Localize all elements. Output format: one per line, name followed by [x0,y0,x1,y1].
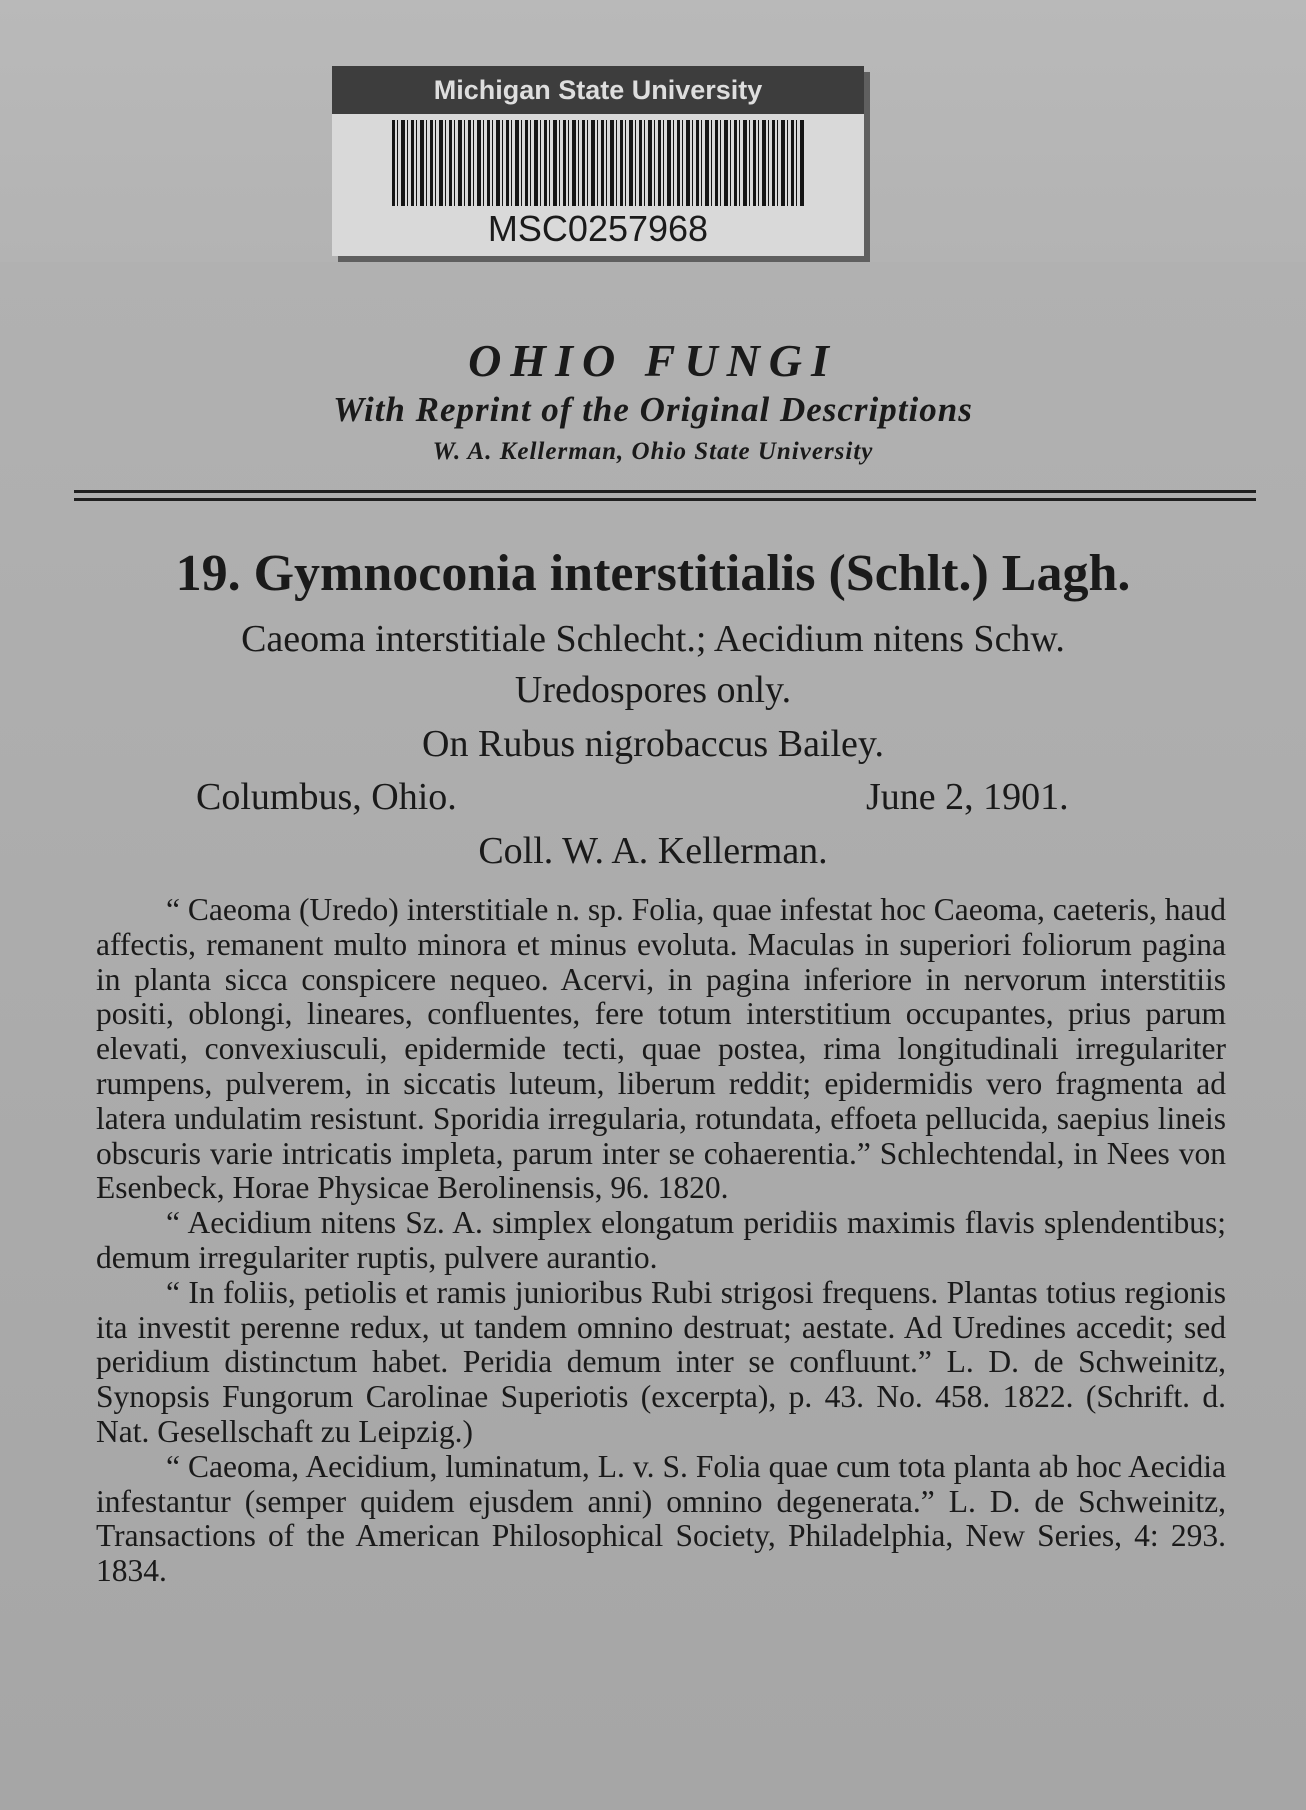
divider-rule-top [74,490,1256,493]
barcode-label [332,66,864,256]
series-author: W. A. Kellerman, Ohio State University [432,438,874,465]
species-title: 19. Gymnoconia interstitialis (Schlt.) Lagh. [175,545,1131,602]
divider-rule-bottom [74,498,1256,501]
series-title: OHIO FUNGI [468,335,838,386]
barcode-icon [392,120,804,206]
host: On Rubus nigrobaccus Bailey. [422,723,884,765]
collector: Coll. W. A. Kellerman. [478,830,828,872]
original-descriptions [96,893,1226,1589]
description-paragraph: “ Aecidium nitens Sz. A. simplex elongatum peridiis maximis flavis splendentibus; demum irregulariter ruptis, pulvere aurantio. [96,1205,1226,1275]
locality: Columbus, Ohio. [196,776,457,818]
description-paragraph: “ Caeoma, Aecidium, luminatum, L. v. S. Folia quae cum tota planta ab hoc Aecidia infestantur (semper quidem ejusdem anni) omnino degenerata.” L. D. de Schweinitz, Transactions of the American Philosophical Society, Philadelphia, New Series, 4: 293. 1834. [96,1448,1226,1589]
description-paragraph: “ Caeoma (Uredo) interstitiale n. sp. Folia, quae infestat hoc Caeoma, caeteris, haud affectis, remanent multo minora et minus evoluta. Maculas in superiori foliorum pagina in planta sicca conspicere nequeo. Acervi, in pagina inferiore in nervorum interstitiis positi, oblongi, lineares, confluentes, fere totum interstitium occupantes, prius parum elevati, convexiusculi, epidermide tecti, quae postea, rima longitudinali irregulariter rumpens, pulverem, in siccatis luteum, liberum reddit; epidermidis vero fragmenta ad latera undulatim resistunt. Sporidia irregularia, rotundata, effoeta pellucida, saepius lineis obscuris varie intricatis impleta, parum inter se cohaerentia.” Schlechtendal, in Nees von Esenbeck, Horae Physicae Berolinensis, 96. 1820. [96,892,1226,1206]
institution-name: Michigan State University [332,66,864,114]
catalog-number: MSC0257968 [487,208,709,249]
series-subtitle: With Reprint of the Original Descriptions [333,390,973,429]
spore-note: Uredospores only. [514,669,792,711]
description-paragraph: “ In foliis, petiolis et ramis junioribus Rubi strigosi frequens. Plantas totius regionis ita investit perenne redux, ut tandem omnino destruat; aestate. Ad Uredines accedit; sed peridium distinctum habet. Peridia demum inter se confluunt.” L. D. de Schweinitz, Synopsis Fungorum Carolinae Superiotis (excerpta), p. 43. No. 458. 1822. (Schrift. d. Nat. Gesellschaft zu Leipzig.) [96,1274,1226,1449]
synonyms: Caeoma interstitiale Schlecht.; Aecidium nitens Schw. [241,618,1065,660]
collection-date: June 2, 1901. [866,776,1069,818]
